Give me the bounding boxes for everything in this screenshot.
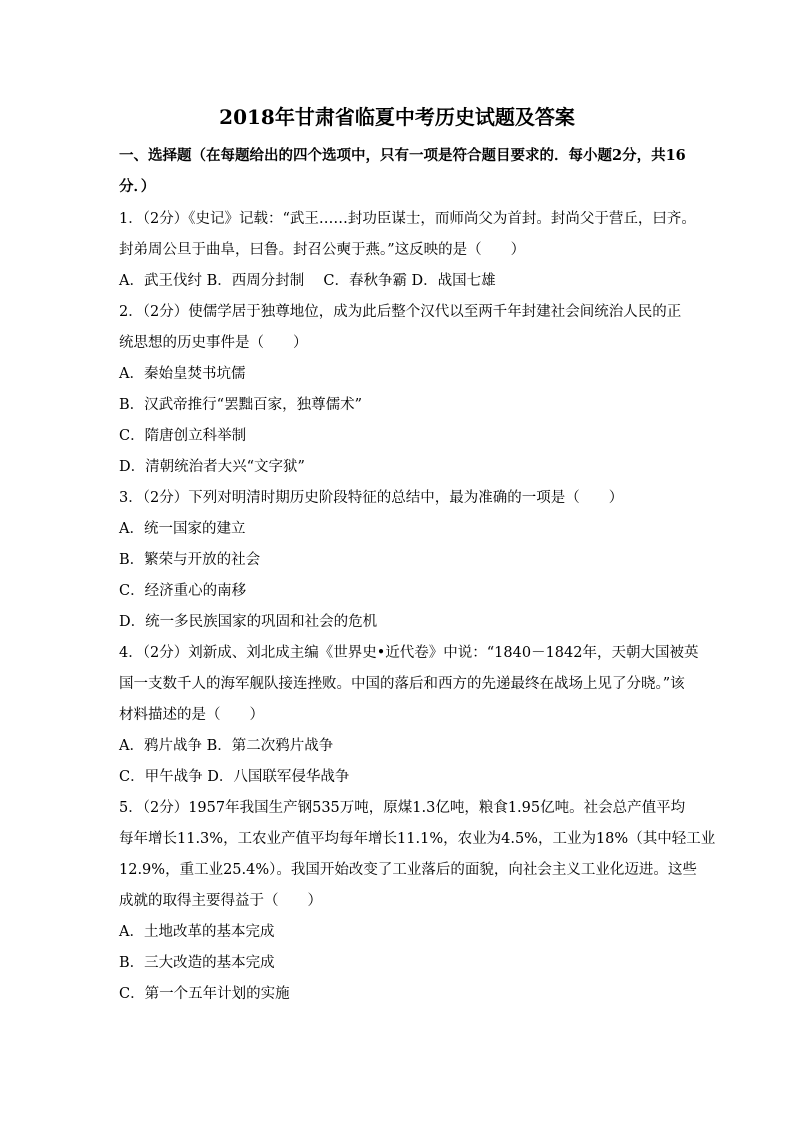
question-4-stem-line-1: 4．（2分）刘新成、刘北成主编《世界史•近代卷》中说：“1840－1842年，天朝大国被英 xyxy=(119,645,699,661)
question-2-option-b: B．汉武帝推行“罢黜百家，独尊儒术” xyxy=(119,397,362,413)
question-5-stem-line-3: 12.9%，重工业25.4%）。我国开始改变了工业落后的面貌，向社会主义工业化迈进。这些 xyxy=(119,862,697,878)
question-3-option-b: B．繁荣与开放的社会 xyxy=(119,552,261,568)
question-3-option-c: C．经济重心的南移 xyxy=(119,583,247,599)
section-heading-line-1: 一、选择题（在每题给出的四个选项中，只有一项是符合题目要求的．每小题2分，共16 xyxy=(119,147,686,164)
page-title: 2018年甘肃省临夏中考历史试题及答案 xyxy=(219,105,575,129)
question-4-stem-line-2: 国一支数千人的海军舰队接连挫败。中国的落后和西方的先递最终在战场上见了分晓。”该 xyxy=(119,676,685,692)
question-3-option-d: D．统一多民族国家的巩固和社会的危机 xyxy=(119,614,378,630)
question-5-option-a: A．土地改革的基本完成 xyxy=(119,924,275,940)
question-2-option-a: A．秦始皇焚书坑儒 xyxy=(119,366,246,382)
question-2-option-d: D．清朝统治者大兴“文字狱” xyxy=(119,459,305,475)
question-5-stem-line-2: 每年增长11.3%，工农业产值平均每年增长11.1%，农业为4.5%，工业为18%（其中轻工业 xyxy=(119,831,716,847)
question-4-stem-line-3: 材料描述的是（ ） xyxy=(119,707,264,723)
question-4-options-line-2: C．甲午战争 D．八国联军侵华战争 xyxy=(119,769,350,785)
question-1-options: A．武王伐纣 B．西周分封制 C．春秋争霸 D．战国七雄 xyxy=(119,273,496,289)
question-2-option-c: C．隋唐创立科举制 xyxy=(119,428,247,444)
question-5-stem-line-1: 5．（2分）1957年我国生产钢535万吨，原煤1.3亿吨，粮食1.95亿吨。社会总产值平均 xyxy=(119,800,686,816)
question-5-option-c: C．第一个五年计划的实施 xyxy=(119,986,290,1002)
question-4-options-line-1: A．鸦片战争 B．第二次鸦片战争 xyxy=(119,738,334,754)
question-5-option-b: B．三大改造的基本完成 xyxy=(119,955,275,971)
question-2-stem-line-1: 2．（2分）使儒学居于独尊地位，成为此后整个汉代以至两千年封建社会间统治人民的正 xyxy=(119,304,682,320)
question-3-stem-line-1: 3．（2分）下列对明清时期历史阶段特征的总结中，最为准确的一项是（ ） xyxy=(119,490,624,506)
question-1-stem-line-1: 1．（2分）《史记》记载：“武王……封功臣谋士，而师尚父为首封。封尚父于营丘，曰齐。 xyxy=(119,211,696,227)
question-2-stem-line-2: 统思想的历史事件是（ ） xyxy=(119,335,308,351)
question-5-stem-line-4: 成就的取得主要得益于（ ） xyxy=(119,893,322,909)
section-heading-line-2: 分．） xyxy=(119,178,156,195)
question-1-stem-line-2: 封弟周公旦于曲阜，曰鲁。封召公奭于燕。”这反映的是（ ） xyxy=(119,242,526,258)
question-3-option-a: A．统一国家的建立 xyxy=(119,521,246,537)
